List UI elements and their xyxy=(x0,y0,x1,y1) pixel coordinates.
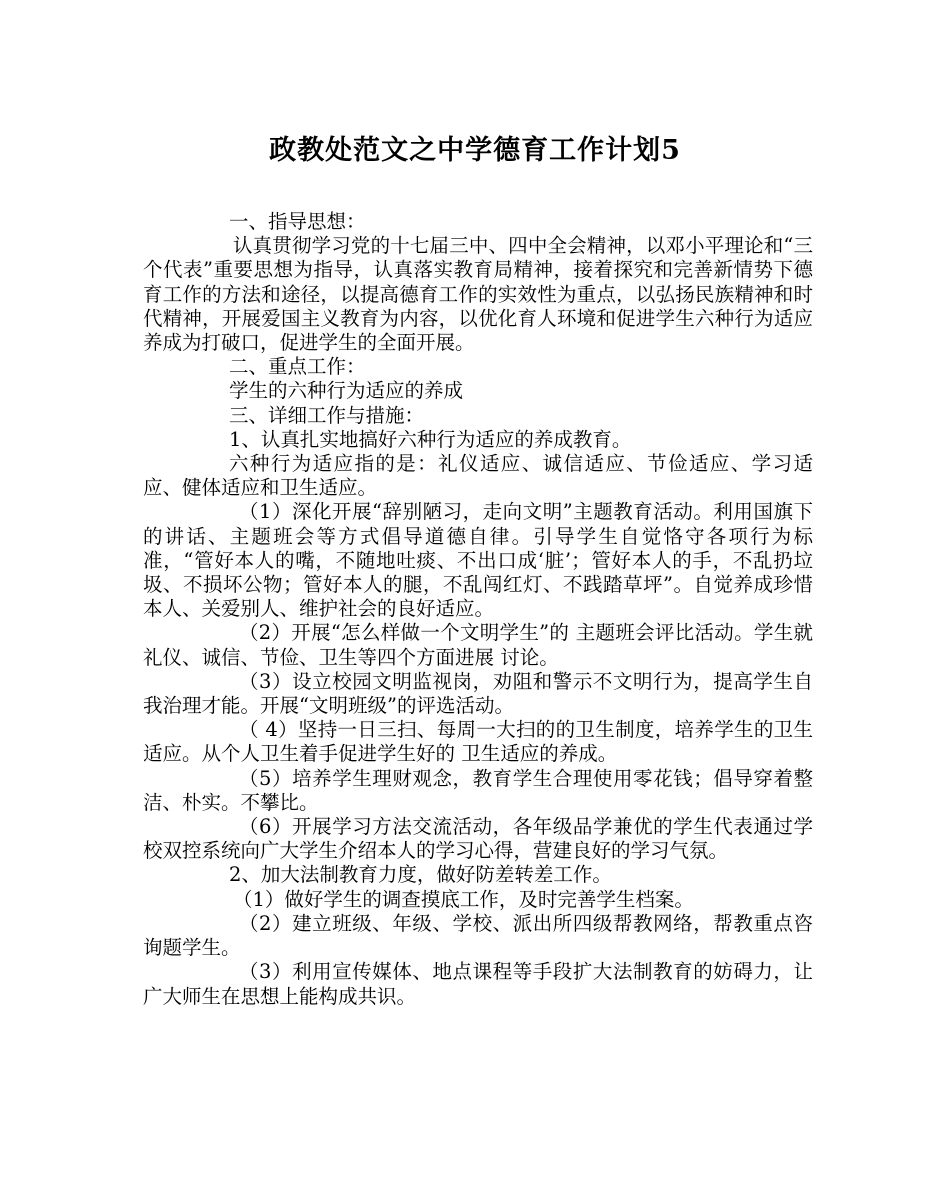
paragraph-six-habits: 六种行为适应指的是：礼仪适应、诚信适应、节俭适应、学习适应、健体适应和卫生适应。 xyxy=(143,452,813,500)
paragraph-guiding-thought: 认真贯彻学习党的十七届三中、四中全会精神，以邓小平理论和“三个代表”重要思想为指导，认真落实教育局精神，接着探究和完善新情势下德育工作的方法和途径，以提高德育工作的实效性为重点，以弘扬民族精神和时代精神，开展爱国主义教育为内容，以优化育人环境和促进学生六种行为适应养成为打破口，促进学生的全面开展。 xyxy=(143,234,813,355)
paragraph-sub-5: （5）培养学生理财观念，教育学生合理使用零花钱；倡导穿着整洁、朴实。不攀比。 xyxy=(143,766,813,814)
paragraph-item-2: 2、加大法制教育力度，做好防差转差工作。 xyxy=(229,863,612,887)
paragraph-sub-4: （ 4）坚持一日三扫、每周一大扫的的卫生制度，培养学生的卫生适应。从个人卫生着手促进学生好的 卫生适应的养成。 xyxy=(143,718,813,766)
paragraph-sub-2: （2）开展“怎么样做一个文明学生”的 主题班会评比活动。学生就礼仪、诚信、节俭、卫生等四个方面进展 讨论。 xyxy=(143,621,813,669)
paragraph-heading-2: 二、重点工作： xyxy=(229,355,366,379)
paragraph-law-sub-2: （2）建立班级、年级、学校、派出所四级帮教网络，帮教重点咨询题学生。 xyxy=(143,911,813,960)
paragraph-heading-3: 三、详细工作与措施： xyxy=(229,403,425,427)
paragraph-key-work: 学生的六种行为适应的养成 xyxy=(229,379,464,403)
paragraph-sub-1: （1）深化开展“辞别陋习，走向文明”主题教育活动。利用国旗下的讲话、主题班会等方式倡导道德自律。引导学生自觉恪守各项行为标准，“管好本人的嘴，不随地吐痰、不出口成‘脏’；管好本人的手，不乱扔垃圾、不损坏公物；管好本人的腿，不乱闯红灯、不践踏草坪”。自觉养成珍惜本人、关爱别人、维护社会的良好适应。 xyxy=(143,500,813,621)
document-title: 政教处范文之中学德育工作计划5 xyxy=(269,135,681,166)
paragraph-sub-3: （3）设立校园文明监视岗，劝阻和警示不文明行为，提高学生自我治理才能。开展“文明班级”的评选活动。 xyxy=(143,669,813,718)
paragraph-law-sub-3: （3）利用宣传媒体、地点课程等手段扩大法制教育的妨碍力，让广大师生在思想上能构成共识。 xyxy=(143,960,813,1008)
paragraph-law-sub-1: （1）做好学生的调查摸底工作，及时完善学生档案。 xyxy=(233,887,694,911)
paragraph-sub-6: （6）开展学习方法交流活动，各年级品学兼优的学生代表通过学校双控系统向广大学生介绍本人的学习心得，营建良好的学习气氛。 xyxy=(143,815,813,863)
document-body xyxy=(143,210,813,1009)
paragraph-item-1: 1、认真扎实地搞好六种行为适应的养成教育。 xyxy=(229,427,632,451)
paragraph-heading-1: 一、指导思想： xyxy=(229,210,366,233)
